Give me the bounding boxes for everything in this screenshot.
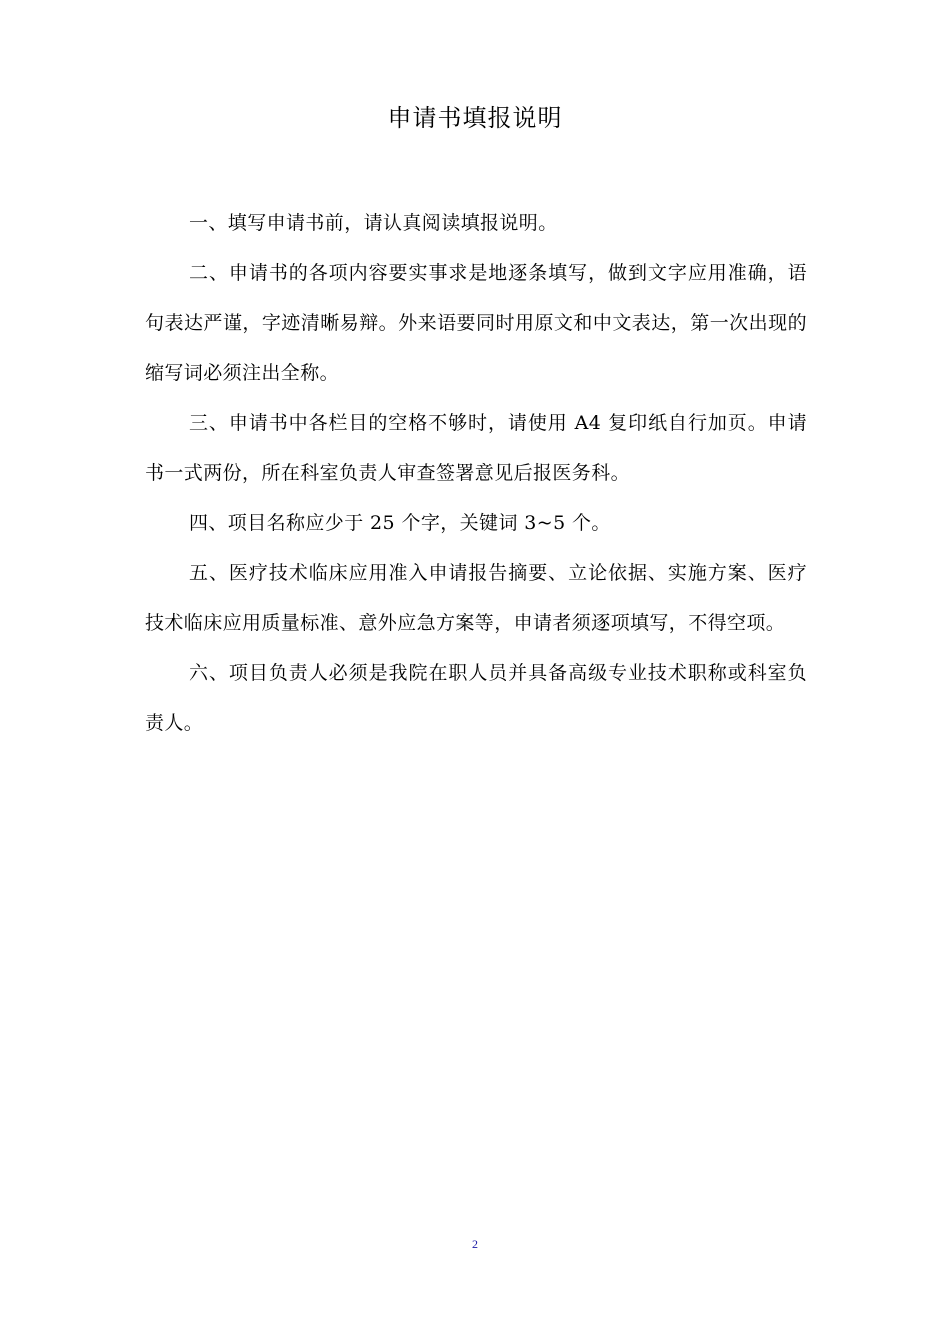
instruction-item-2: 二、申请书的各项内容要实事求是地逐条填写，做到文字应用准确，语句表达严谨，字迹清晰易辩。外来语要同时用原文和中文表达，第一次出现的缩写词必须注出全称。 bbox=[145, 262, 807, 384]
instruction-item-1: 一、填写申请书前，请认真阅读填报说明。 bbox=[189, 212, 558, 234]
instruction-item-4: 四、项目名称应少于 25 个字，关键词 3~5 个。 bbox=[189, 512, 611, 534]
instruction-item-6: 六、项目负责人必须是我院在职人员并具备高级专业技术职称或科室负责人。 bbox=[145, 662, 807, 734]
instruction-item-5: 五、医疗技术临床应用准入申请报告摘要、立论依据、实施方案、医疗技术临床应用质量标准、意外应急方案等，申请者须逐项填写，不得空项。 bbox=[145, 562, 807, 634]
instructions-body bbox=[145, 198, 807, 748]
page-title: 申请书填报说明 bbox=[387, 104, 563, 132]
page-number: 2 bbox=[472, 1237, 478, 1251]
instruction-item-3: 三、申请书中各栏目的空格不够时，请使用 A4 复印纸自行加页。申请书一式两份，所在科室负责人审查签署意见后报医务科。 bbox=[145, 412, 807, 484]
